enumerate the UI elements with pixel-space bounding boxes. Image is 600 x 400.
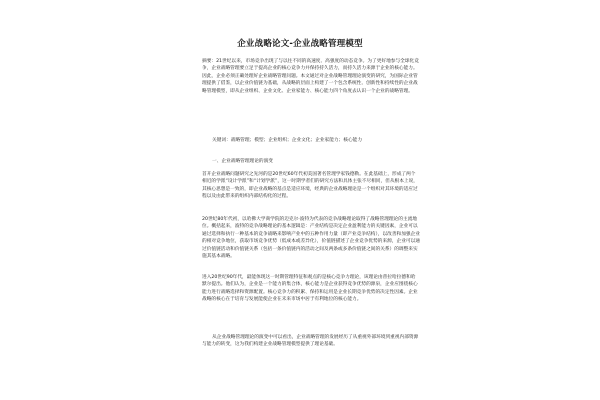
body-paragraph-4: 从企业战略管理理论的演变中可以看出，企业战略管理的发展经历了从重视外部环境到重视内部资源与能力的转变，这为我们构建企业战略管理模型提供了理论基础。 bbox=[202, 335, 419, 348]
section-heading: 一、企业战略管理理论的演变 bbox=[212, 159, 273, 164]
body-paragraph-2: 20世纪80年代初，以哈佛大学商学院的迈克尔·波特为代表的竞争战略理论取得了战略管理理论的主流地位。概括起来，波特的竞争战略理论的基本逻辑是：产业结构是决定企业盈利能力的关键因素，企业可以通过选择和执行一种基本的竞争战略来影响产业中的五种作用力量（即产业竞争结构），以改善和加强企业的相对竞争地位，获取市场竞争优势（低成本或差异化），价值链描述了企业竞争优势的来源，企业可以通过价值链活动和价值链关系（包括一条价值链内的活动之间及两条或多条价值链之间的关系）的调整来实施其基本战略。 bbox=[202, 217, 420, 260]
abstract-paragraph: 摘要：21世纪以来，市场竞争出现了与以往不同的高速度、高强度的动态竞争。为了更好地参与全球化竞争，企业战略管理要立足于提高企业的核心竞争力并保持持久活力，而持久活力来源于企业的核心能力。因此，企业必须正确处理好企业战略管理问题。本文通过对企业战略管理理论演变的研究，为国际企业管理提供了借鉴，以企业价值链为基础，从战略的层面上构建了一个包含系统性、创新性和持续性的企业战略管理模型，即从企业组织、企业文化、企业家能力、核心能力四个角度去认识一个企业的战略管理。 bbox=[202, 59, 419, 94]
keywords-line: 关键词：战略管理；模型；企业组织；企业文化；企业家能力；核心能力 bbox=[212, 138, 363, 143]
document-title: 企业战略论文-企业战略管理模型 bbox=[237, 39, 363, 49]
body-paragraph-1: 首开企业战略问题研究之先河的是20世纪60年代初美国著名管理学家钱德勒。在此基础上，形成了两个相近的学派“设计学派”和“计划学派”，这一时期学者们的研究方法和具体主张不尽相同，但从根本上说，其核心思想是一致的，即企业战略的基点是适应环境，经典的企业战略理论是一个组织对其环境的适应过程以及由此带来的组织内部结构化的过程。 bbox=[202, 172, 418, 200]
body-paragraph-3: 进入20世纪90年代，最能体现这一时期管理特征和观点的是核心竞争力理论，该理论由普拉哈拉德和哈默尔提出。他们认为，企业是一个能力的集合体，核心能力是企业获得竞争优势的源泉，企业应围绕核心能力进行战略选择和资源配置。核心竞争力的积累、保持和运用是企业长期竞争优势的决定性因素。企业战略的核心在于培育与发展能使企业在未来市场中居于有利地位的核心能力。 bbox=[202, 275, 418, 303]
